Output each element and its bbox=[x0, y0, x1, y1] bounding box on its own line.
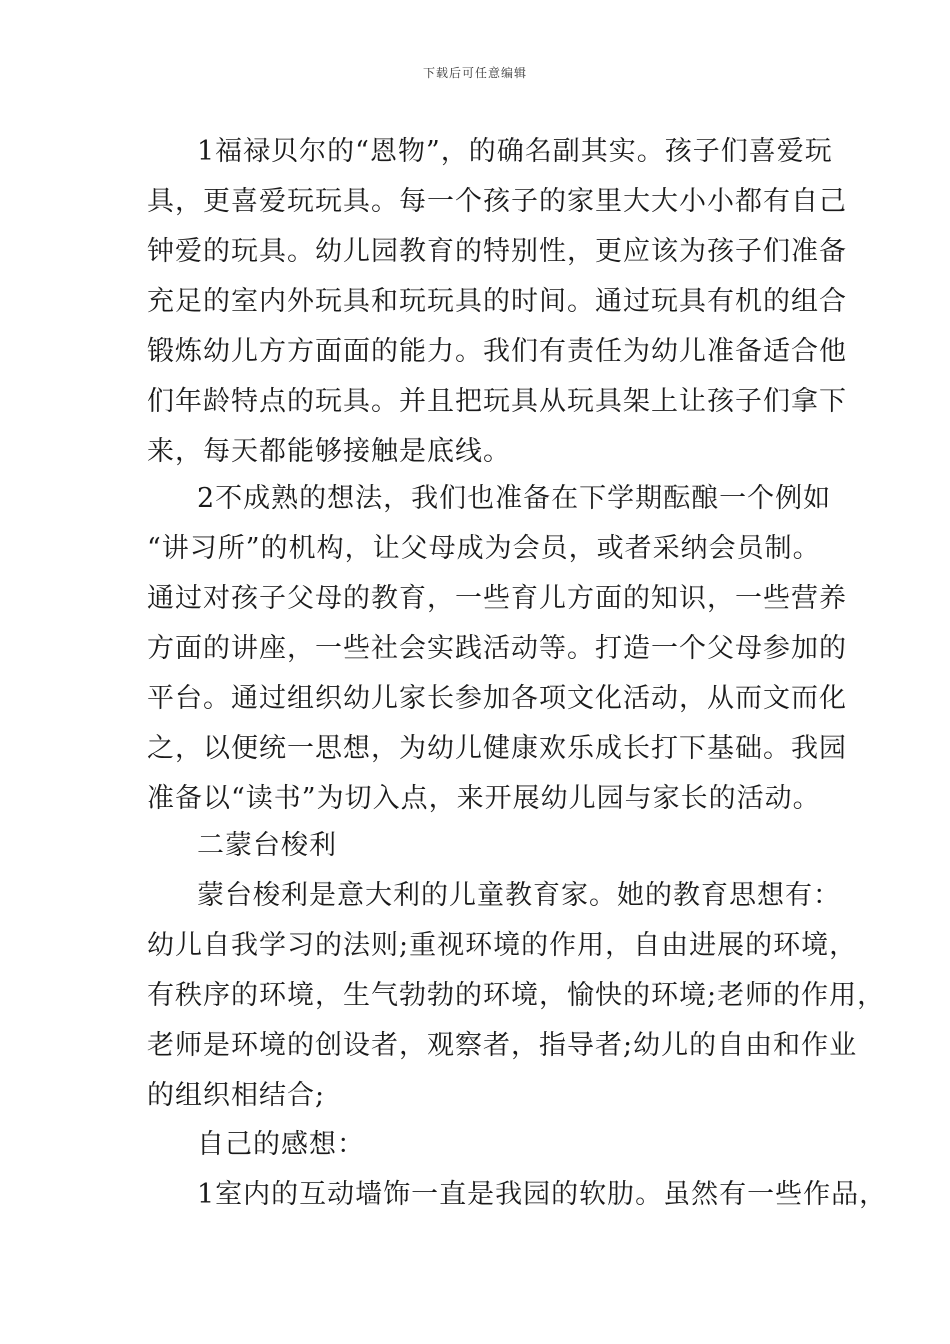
paragraph-line: 来，每天都能够接触是底线。 bbox=[147, 436, 511, 467]
paragraph-line: 老师是环境的创设者，观察者，指导者;幼儿的自由和作业 bbox=[147, 1030, 858, 1061]
paragraph-line: 钟爱的玩具。幼儿园教育的特别性，更应该为孩子们准备 bbox=[147, 236, 847, 267]
paragraph-line: 充足的室内外玩具和玩玩具的时间。通过玩具有机的组合 bbox=[147, 286, 847, 317]
paragraph-line: 1福禄贝尔的“恩物”，的确名副其实。孩子们喜爱玩 bbox=[197, 136, 833, 167]
page-header: 下载后可任意编辑 bbox=[422, 66, 527, 80]
paragraph-line: 自己的感想： bbox=[197, 1129, 365, 1160]
paragraph-line: 幼儿自我学习的法则;重视环境的作用，自由进展的环境， bbox=[147, 930, 858, 961]
paragraph-line: 通过对孩子父母的教育，一些育儿方面的知识，一些营养 bbox=[147, 583, 847, 614]
paragraph-line: 平台。通过组织幼儿家长参加各项文化活动，从而文而化 bbox=[147, 683, 847, 714]
paragraph-line: 方面的讲座，一些社会实践活动等。打造一个父母参加的 bbox=[147, 633, 847, 664]
paragraph-line: 2不成熟的想法，我们也准备在下学期酝酿一个例如 bbox=[197, 483, 832, 514]
paragraph-line: 蒙台梭利是意大利的儿童教育家。她的教育思想有： bbox=[197, 880, 841, 911]
paragraph-line: 1室内的互动墙饰一直是我园的软肋。虽然有一些作品， bbox=[197, 1179, 888, 1210]
paragraph-line: 有秩序的环境，生气勃勃的环境，愉快的环境;老师的作用， bbox=[147, 980, 886, 1011]
paragraph-line: 的组织相结合; bbox=[147, 1080, 326, 1111]
paragraph-line: “讲习所”的机构，让父母成为会员，或者采纳会员制。 bbox=[147, 533, 821, 564]
paragraph-line: 之，以便统一思想，为幼儿健康欢乐成长打下基础。我园 bbox=[147, 733, 847, 764]
paragraph-line: 们年龄特点的玩具。并且把玩具从玩具架上让孩子们拿下 bbox=[147, 386, 847, 417]
paragraph-line: 准备以“读书”为切入点，来开展幼儿园与家长的活动。 bbox=[147, 783, 821, 814]
paragraph-line: 锻炼幼儿方方面面的能力。我们有责任为幼儿准备适合他 bbox=[147, 336, 847, 367]
section-heading: 二蒙台梭利 bbox=[197, 830, 337, 861]
paragraph-line: 具，更喜爱玩玩具。每一个孩子的家里大大小小都有自己 bbox=[147, 186, 847, 217]
